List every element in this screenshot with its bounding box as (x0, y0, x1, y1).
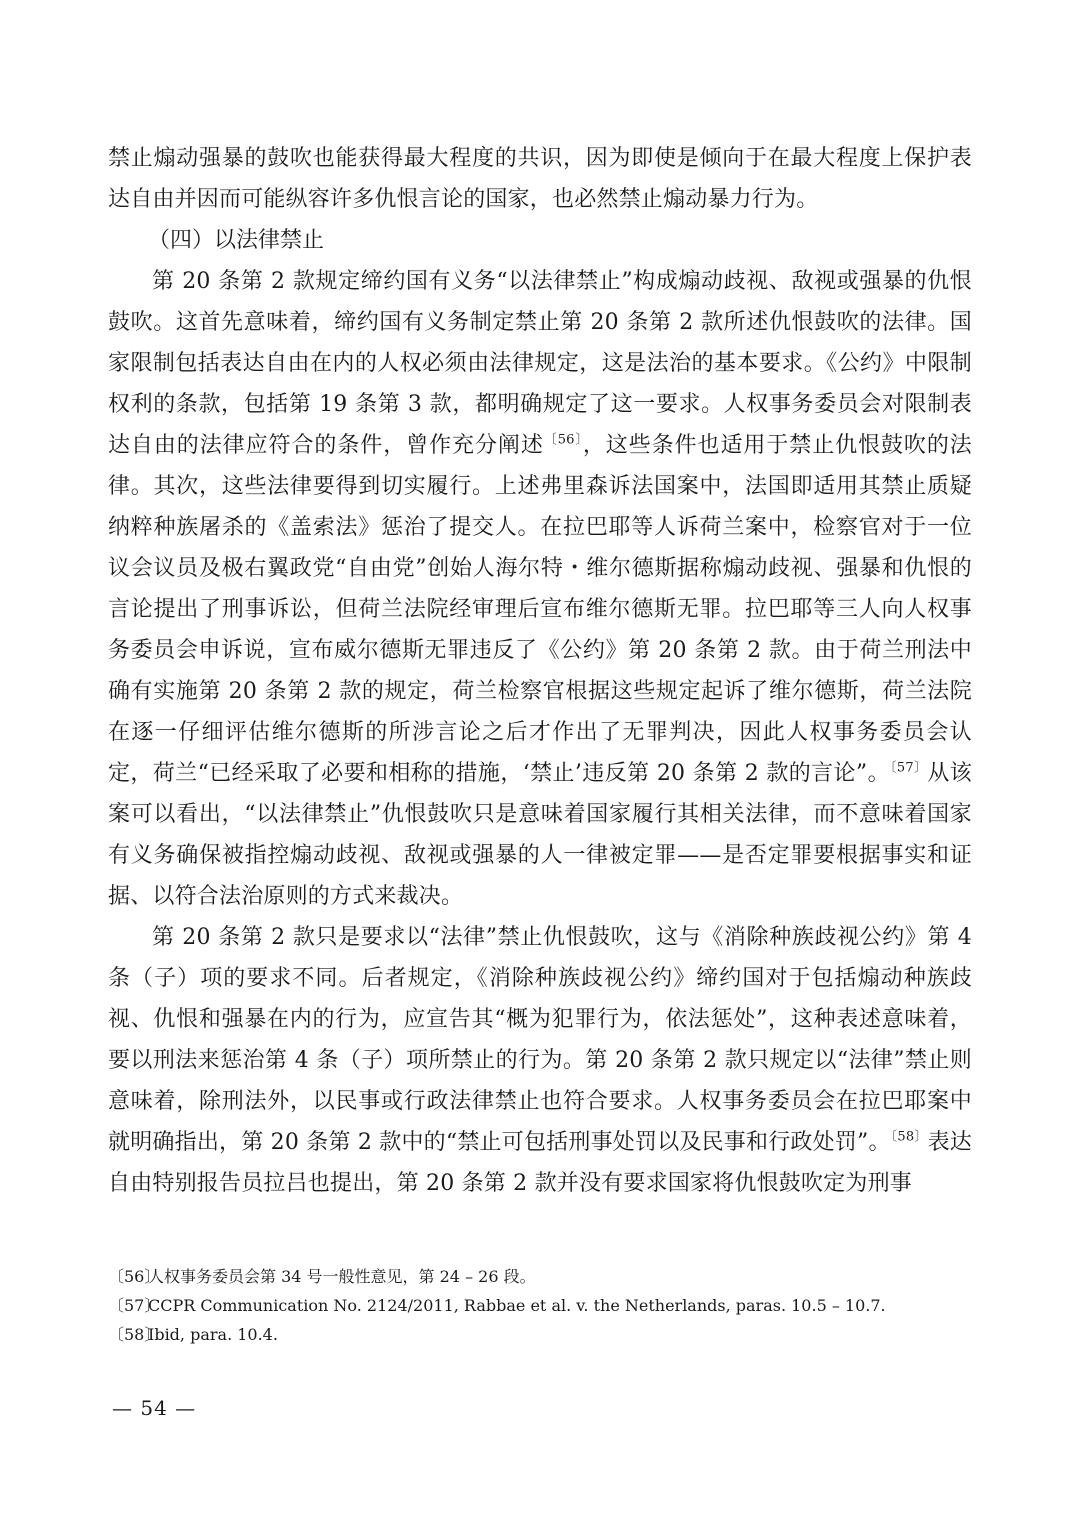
footnote-ref-58[interactable]: 〔58〕 (890, 1129, 928, 1145)
footnote-58 (108, 1320, 972, 1349)
paragraph-text: 表达自由特别报告员拉吕也提出，第 20 条第 2 款并没有要求国家将仇恨鼓吹定为刑事 (108, 1130, 973, 1196)
footnotes (108, 1262, 972, 1349)
paragraph-text: 第 20 条第 2 款只是要求以“法律”禁止仇恨鼓吹，这与《消除种族歧视公约》第 4 条（子）项的要求不同。后者规定，《消除种族歧视公约》缔约国对于包括煽动种族歧视、仇恨和强暴在内的行为，应宣告其“概为犯罪行为，依法惩处”，这种表述意味着，要以刑法来惩治第 4 条（子）项所禁止的行为。第 20 条第 2 款只规定以“法律”禁止则意味着，除刑法外，以民事或行政法律禁止也符合要求。人权事务委员会在拉巴耶案中就明确指出，第 20 条第 2 款中的“禁止可包括刑事处罚以及民事和行政处罚”。 (108, 925, 972, 1155)
paragraph-comparison (108, 917, 972, 1204)
paragraph-text: 从该案可以看出，“以法律禁止”仇恨鼓吹只是意味着国家履行其相关法律，而不意味着国家有义务确保被指控煽动歧视、敌视或强暴的人一律被定罪——是否定罪要根据事实和证据、以符合法治原则的方式来裁决。 (108, 761, 972, 909)
footnote-56 (108, 1262, 972, 1291)
paragraph-text: 第 20 条第 2 款规定缔约国有义务“以法律禁止”构成煽动歧视、敌视或强暴的仇恨鼓吹。这首先意味着，缔约国有义务制定禁止第 20 条第 2 款所述仇恨鼓吹的法律。国家限制包括表达自由在内的人权必须由法律规定，这是法治的基本要求。《公约》中限制权利的条款，包括第 19 条第 3 款，都明确规定了这一要求。人权事务委员会对限制表达自由的法律应符合的条件，曾作充分阐述 (108, 269, 972, 458)
footnote-text: CCPR Communication No. 2124/2011, Rabbae et al. v. the Netherlands, paras. 10.5 – 10.7. (148, 1296, 886, 1315)
section-heading: （四）以法律禁止 (148, 228, 325, 253)
page-body (108, 138, 972, 1204)
paragraph-article-20 (108, 261, 972, 917)
footnote-text: Ibid, para. 10.4. (148, 1325, 278, 1344)
footnote-number: 〔58〕 (108, 1325, 161, 1344)
page-number: — 54 — (112, 1396, 197, 1420)
footnote-ref-56[interactable]: 〔56〕 (543, 432, 583, 448)
footnote-number: 〔56〕 (108, 1267, 161, 1286)
footnote-ref-57[interactable]: 〔57〕 (889, 760, 928, 776)
footnote-number: 〔57〕 (108, 1296, 161, 1315)
paragraph-continued: 禁止煽动强暴的鼓吹也能获得最大程度的共识，因为即使是倾向于在最大程度上保护表达自由并因而可能纵容许多仇恨言论的国家，也必然禁止煽动暴力行为。 (108, 146, 972, 212)
footnote-57 (108, 1291, 972, 1320)
footnote-text: 人权事务委员会第 34 号一般性意见，第 24 – 26 段。 (148, 1267, 536, 1286)
paragraph-text: ，这些条件也适用于禁止仇恨鼓吹的法律。其次，这些法律要得到切实履行。上述弗里森诉法国案中，法国即适用其禁止质疑纳粹种族屠杀的《盖索法》惩治了提交人。在拉巴耶等人诉荷兰案中，检察官对于一位议会议员及极右翼政党“自由党”创始人海尔特・维尔德斯据称煽动歧视、强暴和仇恨的言论提出了刑事诉讼，但荷兰法院经审理后宣布维尔德斯无罪。拉巴耶等三人向人权事务委员会申诉说，宣布威尔德斯无罪违反了《公约》第 20 条第 2 款。由于荷兰刑法中确有实施第 20 条第 2 款的规定，荷兰检察官根据这些规定起诉了维尔德斯，荷兰法院在逐一仔细评估维尔德斯的所涉言论之后才作出了无罪判决，因此人权事务委员会认定，荷兰“已经采取了必要和相称的措施，‘禁止’违反第 20 条第 2 款的言论”。 (108, 433, 973, 786)
